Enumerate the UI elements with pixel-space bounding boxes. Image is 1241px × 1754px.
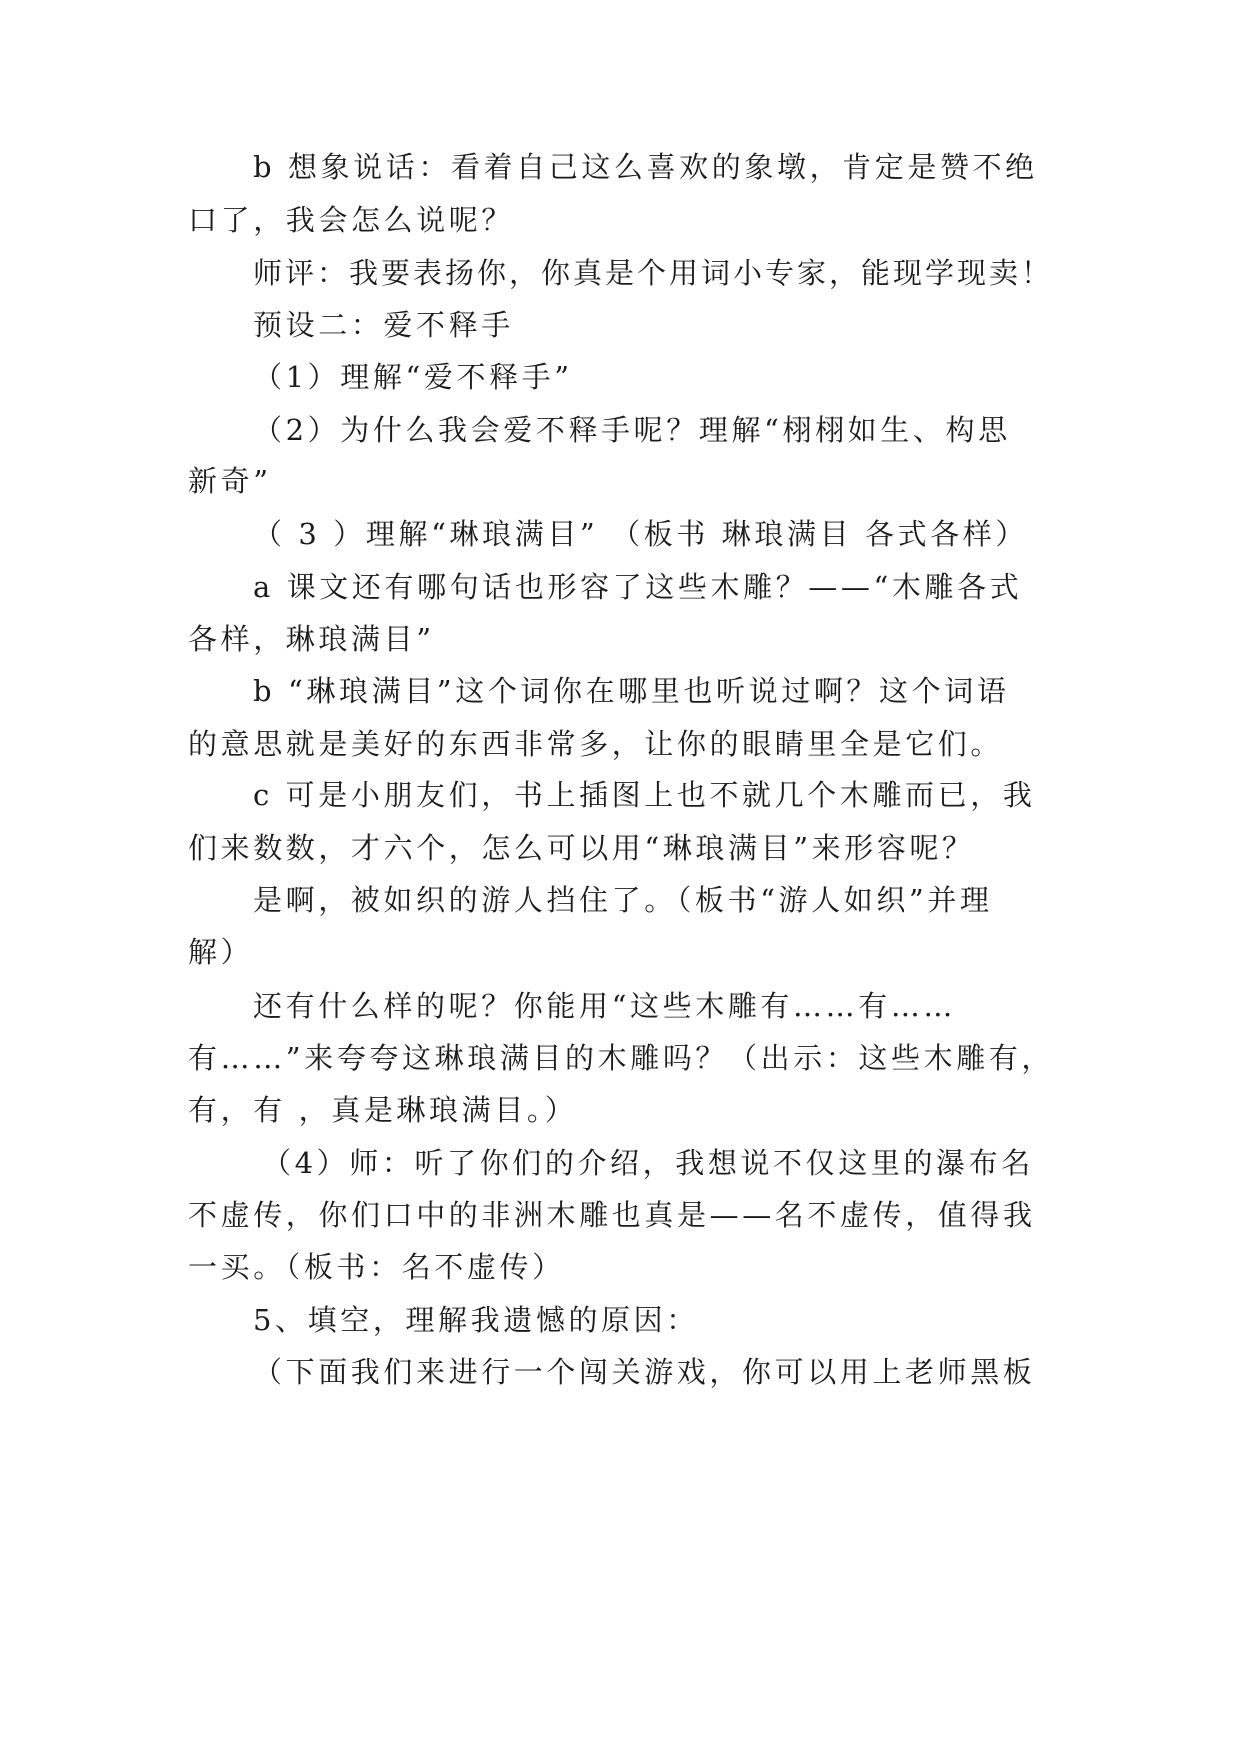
text-line: 口了，我会怎么说呢？: [188, 203, 515, 237]
text-line: 新奇”: [188, 464, 272, 498]
text-line: 一买。（板书：名不虚传）: [188, 1250, 565, 1284]
text-line: （1）理解“爱不释手”: [253, 360, 573, 394]
text-line: 的意思就是美好的东西非常多，让你的眼睛里全是它们。: [188, 727, 1004, 761]
text-line: 有……”来夸夸这琳琅满目的木雕吗？（出示：这些木雕有，: [188, 1041, 1055, 1075]
text-line: 5、填空，理解我遗憾的原因：: [253, 1303, 699, 1337]
text-line: b “琳琅满目”这个词你在哪里也听说过啊？这个词语: [253, 674, 1010, 708]
text-line: 是啊，被如织的游人挡住了。（板书“游人如织”并理: [253, 883, 993, 917]
text-line: c 可是小朋友们，书上插图上也不就几个木雕而已，我: [253, 778, 1036, 812]
text-line: （下面我们来进行一个闯关游戏，你可以用上老师黑板: [253, 1355, 1036, 1389]
text-line: a 课文还有哪句话也形容了这些木雕？——“木雕各式: [253, 570, 1023, 604]
text-line: 解）: [188, 935, 254, 969]
text-line: 还有什么样的呢？你能用“这些木雕有……有……: [253, 989, 957, 1023]
text-line: （4）师：听了你们的介绍，我想说不仅这里的瀑布名: [262, 1146, 1034, 1180]
text-line: 不虚传，你们口中的非洲木雕也真是——名不虚传，值得我: [188, 1198, 1036, 1232]
text-line: 有，有 ，真是琳琅满目。）: [188, 1093, 578, 1127]
text-line: b 想象说话：看着自己这么喜欢的象墩，肯定是赞不绝: [253, 150, 1038, 184]
text-line: （2）为什么我会爱不释手呢？理解“栩栩如生、构思: [253, 413, 1011, 447]
text-line: 预设二：爱不释手: [253, 308, 514, 342]
text-line: 师评：我要表扬你，你真是个用词小专家，能现学现卖！: [253, 256, 1054, 290]
text-line: （ 3 ）理解“琳琅满目” （板书 琳琅满目 各式各样）: [253, 517, 1028, 551]
text-line: 各样，琳琅满目”: [188, 622, 435, 656]
text-line: 们来数数，才六个，怎么可以用“琳琅满目”来形容呢？: [188, 831, 975, 865]
